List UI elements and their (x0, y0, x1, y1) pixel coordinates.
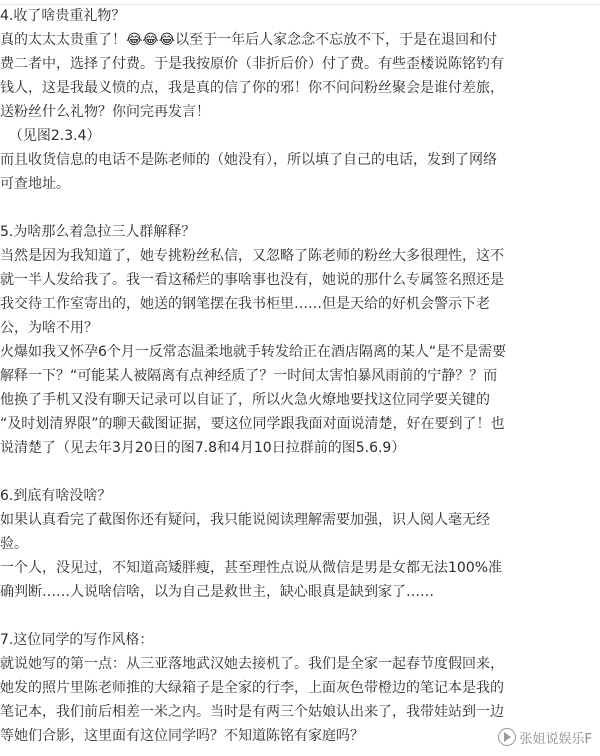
text-line: 公，为啥不用？ (0, 320, 98, 336)
text-line: 笔记本，我们前后相差一米之内。当时是有两三个姑娘认出来了，我带娃站到一边 (0, 704, 504, 720)
text-line: 她发的照片里陈老师推的大绿箱子是全家的行李，上面灰色带橙边的笔记本是我的 (0, 680, 504, 696)
watermark-text: 张姐说娱乐F (519, 731, 592, 747)
text-line: 钱人，这是我最义愤的点，我是真的信了你的邪！你不问问粉丝聚会是谁付差旅， (0, 80, 504, 96)
watermark (498, 726, 592, 748)
text-line: 确判断……人说啥信啥，以为自己是救世主，缺心眼真是缺到家了…… (0, 584, 434, 600)
text-line: 就一半人发给我了。我一看这稀烂的事啥事也没有，她说的那什么专属签名照还是 (0, 272, 504, 288)
text-line: 而且收货信息的电话不是陈老师的（她没有），所以填了自己的电话，发到了网络 (0, 152, 497, 168)
text-line: 当然是因为我知道了，她专挑粉丝私信，又忽略了陈老师的粉丝大多很理性，这不 (0, 248, 504, 264)
text-line: 就说她写的第一点：从三亚落地武汉她去接机了。我们是全家一起春节度假回来， (0, 656, 504, 672)
text-line: 火爆如我又怀孕6个月一反常态温柔地就手转发给正在酒店隔离的某人“是不是需要 (0, 344, 507, 360)
text-line: 送粉丝什么礼物？你问完再发言！ (0, 104, 210, 120)
text-line: 如果认真看完了截图你还有疑问，我只能说阅读理解需要加强，识人阅人毫无经 (0, 512, 490, 528)
text-line: 7.这位同学的写作风格： (0, 632, 154, 648)
text-line: 验。 (0, 536, 28, 552)
text-line: 4.收了啥贵重礼物？ (0, 8, 126, 24)
text-line: “及时划清界限”的聊天截图证据，要这位同学跟我面对面说清楚，好在要到了！也 (0, 416, 505, 432)
text-line: 可查地址。 (0, 176, 70, 192)
text-line: 一个人，没见过，不知道高矮胖瘦，甚至理性点说从微信是男是女都无法100%准 (0, 560, 503, 576)
text-line: 解释一下？“可能某人被隔离有点神经质了？一时间太害怕暴风雨前的宁静？？而 (0, 368, 498, 384)
text-line: 我交待工作室寄出的，她送的钢笔摆在我书柜里……但是天给的好机会警示下老 (0, 296, 490, 312)
divider (0, 4, 600, 5)
text-line: （见图2.3.4） (0, 128, 101, 144)
text-line: 真的太太太贵重了！😂😂😂以至于一年后人家念念不忘放不下，于是在退回和付 (0, 32, 498, 48)
text-line: 说清楚了（见去年3月20日的图7.8和4月10日拉群前的图5.6.9） (0, 440, 406, 456)
text-line: 费二者中，选择了付费。于是我按原价（非折后价）付了费。有些歪楼说陈铭钓有 (0, 56, 504, 72)
text-line: 等她们合影，这里面有这位同学吗？不知道陈铭有家庭吗？ (0, 728, 364, 744)
play-icon (498, 728, 516, 746)
text-line: 6.到底有啥没啥？ (0, 488, 112, 504)
text-line: 5.为啥那么着急拉三人群解释？ (0, 224, 196, 240)
text-line: 他换了手机又没有聊天记录可以自证了，所以火急火燎地要找这位同学要关键的 (0, 392, 490, 408)
